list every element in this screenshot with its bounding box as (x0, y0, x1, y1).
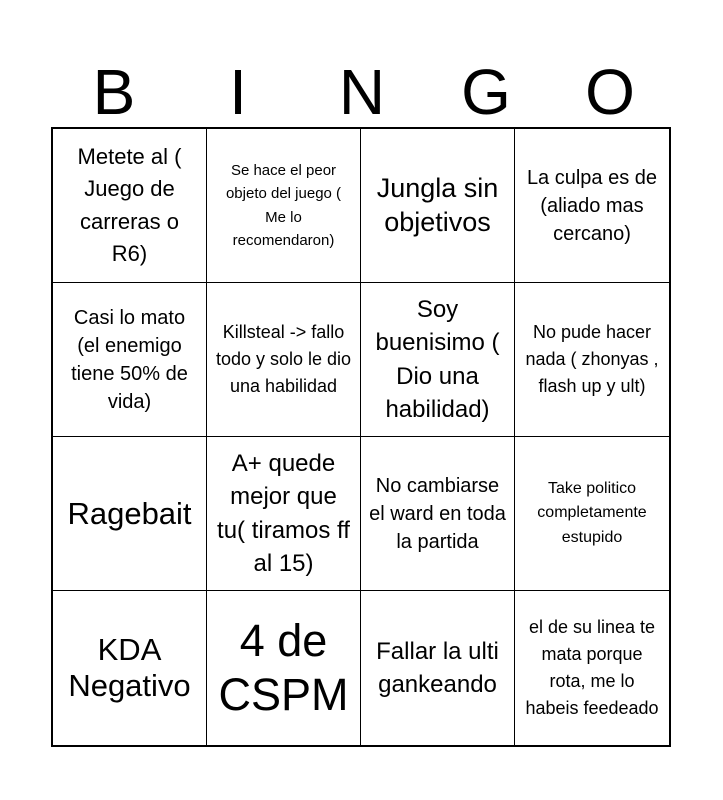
bingo-cell-r3c1[interactable] (53, 437, 207, 591)
cell-text: A+ quede mejor que tu( tiramos ff al 15) (217, 450, 350, 577)
bingo-cell-r3c4[interactable] (515, 437, 669, 591)
cell-text: No pude hacer nada ( zhonyas , flash up y ult) (525, 322, 659, 396)
bingo-cell-r1c2[interactable] (207, 129, 361, 283)
bingo-cell-r1c1[interactable] (53, 129, 207, 283)
bingo-cell-r2c4[interactable] (515, 283, 669, 437)
bingo-cell-r4c1[interactable] (53, 591, 207, 745)
cell-text: Metete al ( Juego de carreras o R6) (77, 143, 182, 266)
bingo-cell-r2c1[interactable] (53, 283, 207, 437)
bingo-header (52, 58, 672, 126)
cell-text: KDA Negativo (68, 632, 191, 703)
cell-text: el de su linea te mata porque rota, me lo habeis feedeado (525, 617, 659, 718)
header-letter-i: I (229, 56, 247, 128)
cell-text: Take politico completamente estupido (537, 480, 647, 546)
bingo-cell-r2c2[interactable] (207, 283, 361, 437)
cell-text: 4 de CSPM (218, 615, 349, 720)
cell-text: Killsteal -> fallo todo y solo le dio una habilidad (215, 322, 352, 396)
cell-text: No cambiarse el ward en toda la partida (369, 474, 506, 553)
cell-text: Casi lo mato (el enemigo tiene 50% de vida) (71, 306, 188, 413)
cell-text: Ragebait (67, 495, 192, 531)
bingo-cell-r1c3[interactable] (361, 129, 515, 283)
cell-text: La culpa es de (aliado mas cercano) (526, 166, 658, 245)
header-letter-b: B (92, 56, 136, 128)
bingo-cell-r4c3[interactable] (361, 591, 515, 745)
cell-text: Jungla sin objetivos (376, 172, 499, 237)
bingo-board (51, 127, 671, 747)
header-letter-g: G (461, 56, 511, 128)
bingo-cell-r4c4[interactable] (515, 591, 669, 745)
bingo-cell-r1c4[interactable] (515, 129, 669, 283)
header-letter-n: N (338, 56, 386, 128)
bingo-cell-r3c2[interactable] (207, 437, 361, 591)
cell-text: Fallar la ulti gankeando (376, 637, 499, 698)
cell-text: Soy buenisimo ( Dio una habilidad) (375, 296, 500, 423)
header-letter-o: O (585, 56, 635, 128)
bingo-cell-r2c3[interactable] (361, 283, 515, 437)
cell-text: Se hace el peor objeto del juego ( Me lo recomendaron) (225, 162, 342, 249)
bingo-cell-r4c2[interactable] (207, 591, 361, 745)
bingo-cell-r3c3[interactable] (361, 437, 515, 591)
